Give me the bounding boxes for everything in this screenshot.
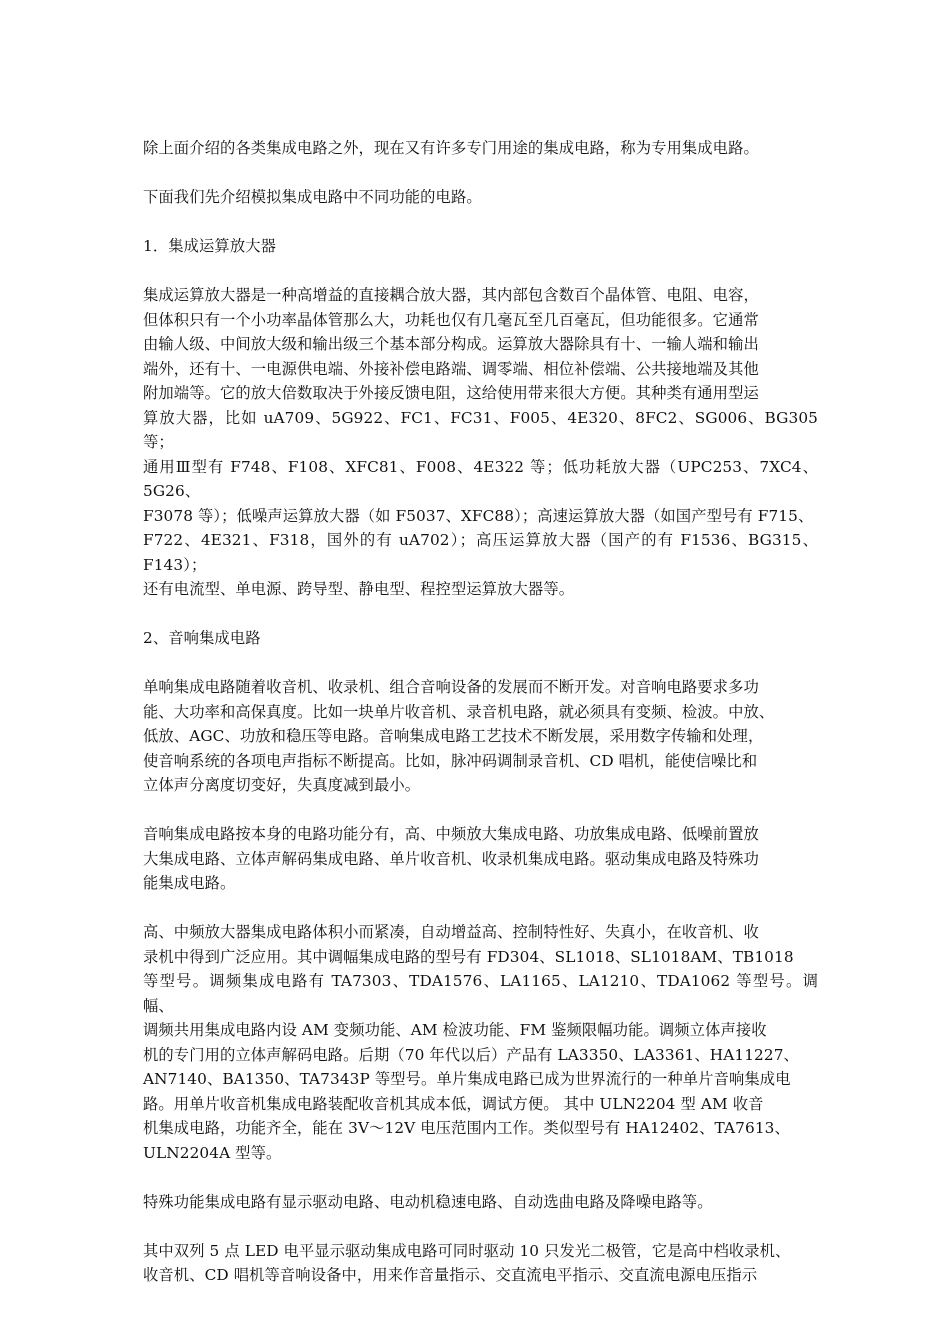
section-heading-op-amp: 1．集成运算放大器	[143, 237, 277, 255]
section-heading-audio: 2、音响集成电路	[143, 629, 261, 647]
paragraph-if-amplifier: 高、中频放大器集成电路体积小而紧凑，自动增益高、控制特性好、失真小，在收音机、收 录机中得到广泛应用。其中调幅集成电路的型号有 FD304、SL1018、SL1018AM、TB1018 等型号。调频集成电路有 TA7303、TDA1576、LA1165、LA1210、TDA1062 等型号。调幅、 调频共用集成电路内设 AM 变频功能、AM 检波功能、FM 鉴频限幅功能。调频立体声接收 机的专门用的立体声解码电路。后期（70 年代以后）产品有 LA3350、LA3361、HA11227、 AN7140、BA1350、TA7343P 等型号。单片集成电路已成为世界流行的一种单片音响集成电 路。用单片收音机集成电路装配收音机其成本低，调试方便。 其中 ULN2204 型 AM 收音 机集成电路，功能齐全，能在 3V～12V 电压范围内工作。类似型号有 HA12402、TA7613、 ULN2204A 型等。	[143, 923, 818, 1162]
paragraph-op-amp: 集成运算放大器是一种高增益的直接耦合放大器，其内部包含数百个晶体管、电阻、电容， 但体积只有一个小功率晶体管那么大，功耗也仅有几毫瓦至几百毫瓦，但功能很多。它通常 由输人级、中间放大级和输出级三个基本部分构成。运算放大器除具有十、一输人端和输出 端外，还有十、一电源供电端、外接补偿电路端、调零端、相位补偿端、公共接地端及其他 附加端等。它的放大倍数取决于外接反馈电阻，这给使用带来很大方便。其种类有通用型运 算放大器，比如 uA709、5G922、FC1、FC31、F005、4E320、8FC2、SG006、BG305 等； 通用Ⅲ型有 F748、F108、XFC81、F008、4E322 等；低功耗放大器（UPC253、7XC4、5G26、 F3078 等）；低噪声运算放大器（如 F5037、XFC88）；高速运算放大器（如国产型号有 F715、 F722、4E321、F318，国外的有 uA702）；高压运算放大器（国产的有 F1536、BG315、F143）； 还有电流型、单电源、跨导型、静电型、程控型运算放大器等。	[143, 286, 818, 598]
paragraph-led-driver: 其中双列 5 点 LED 电平显示驱动集成电路可同时驱动 10 只发光二极管，它是高中档收录机、 收音机、CD 唱机等音响设备中，用来作音量指示、交直流电平指示、交直流电源电压指示	[143, 1241, 791, 1284]
paragraph-audio-development: 单响集成电路随着收音机、收录机、组合音响设备的发展而不断开发。对音响电路要求多功 能、大功率和高保真度。比如一块单片收音机、录音机电路，就必须具有变频、检波。中放、 低放、AGC、功放和稳压等电路。音响集成电路工艺技术不断发展，采用数字传输和处理， 使音响系统的各项电声指标不断提高。比如，脉冲码调制录音机、CD 唱机，能使信噪比和 立体声分离度切变好，失真度减到最小。	[143, 678, 775, 794]
paragraph-special-function: 特殊功能集成电路有显示驱动电路、电动机稳速电路、自动选曲电路及降噪电路等。	[143, 1192, 713, 1211]
paragraph-audio-classification: 音响集成电路按本身的电路功能分有，高、中频放大集成电路、功放集成电路、低噪前置放 大集成电路、立体声解码集成电路、单片收音机、收录机集成电路。驱动集成电路及特殊功 能集成电路。	[143, 825, 759, 892]
paragraph-analog-intro: 下面我们先介绍模拟集成电路中不同功能的电路。	[143, 188, 482, 206]
document-page	[143, 136, 818, 1288]
paragraph-intro: 除上面介绍的各类集成电路之外，现在又有许多专门用途的集成电路，称为专用集成电路。	[143, 139, 759, 157]
